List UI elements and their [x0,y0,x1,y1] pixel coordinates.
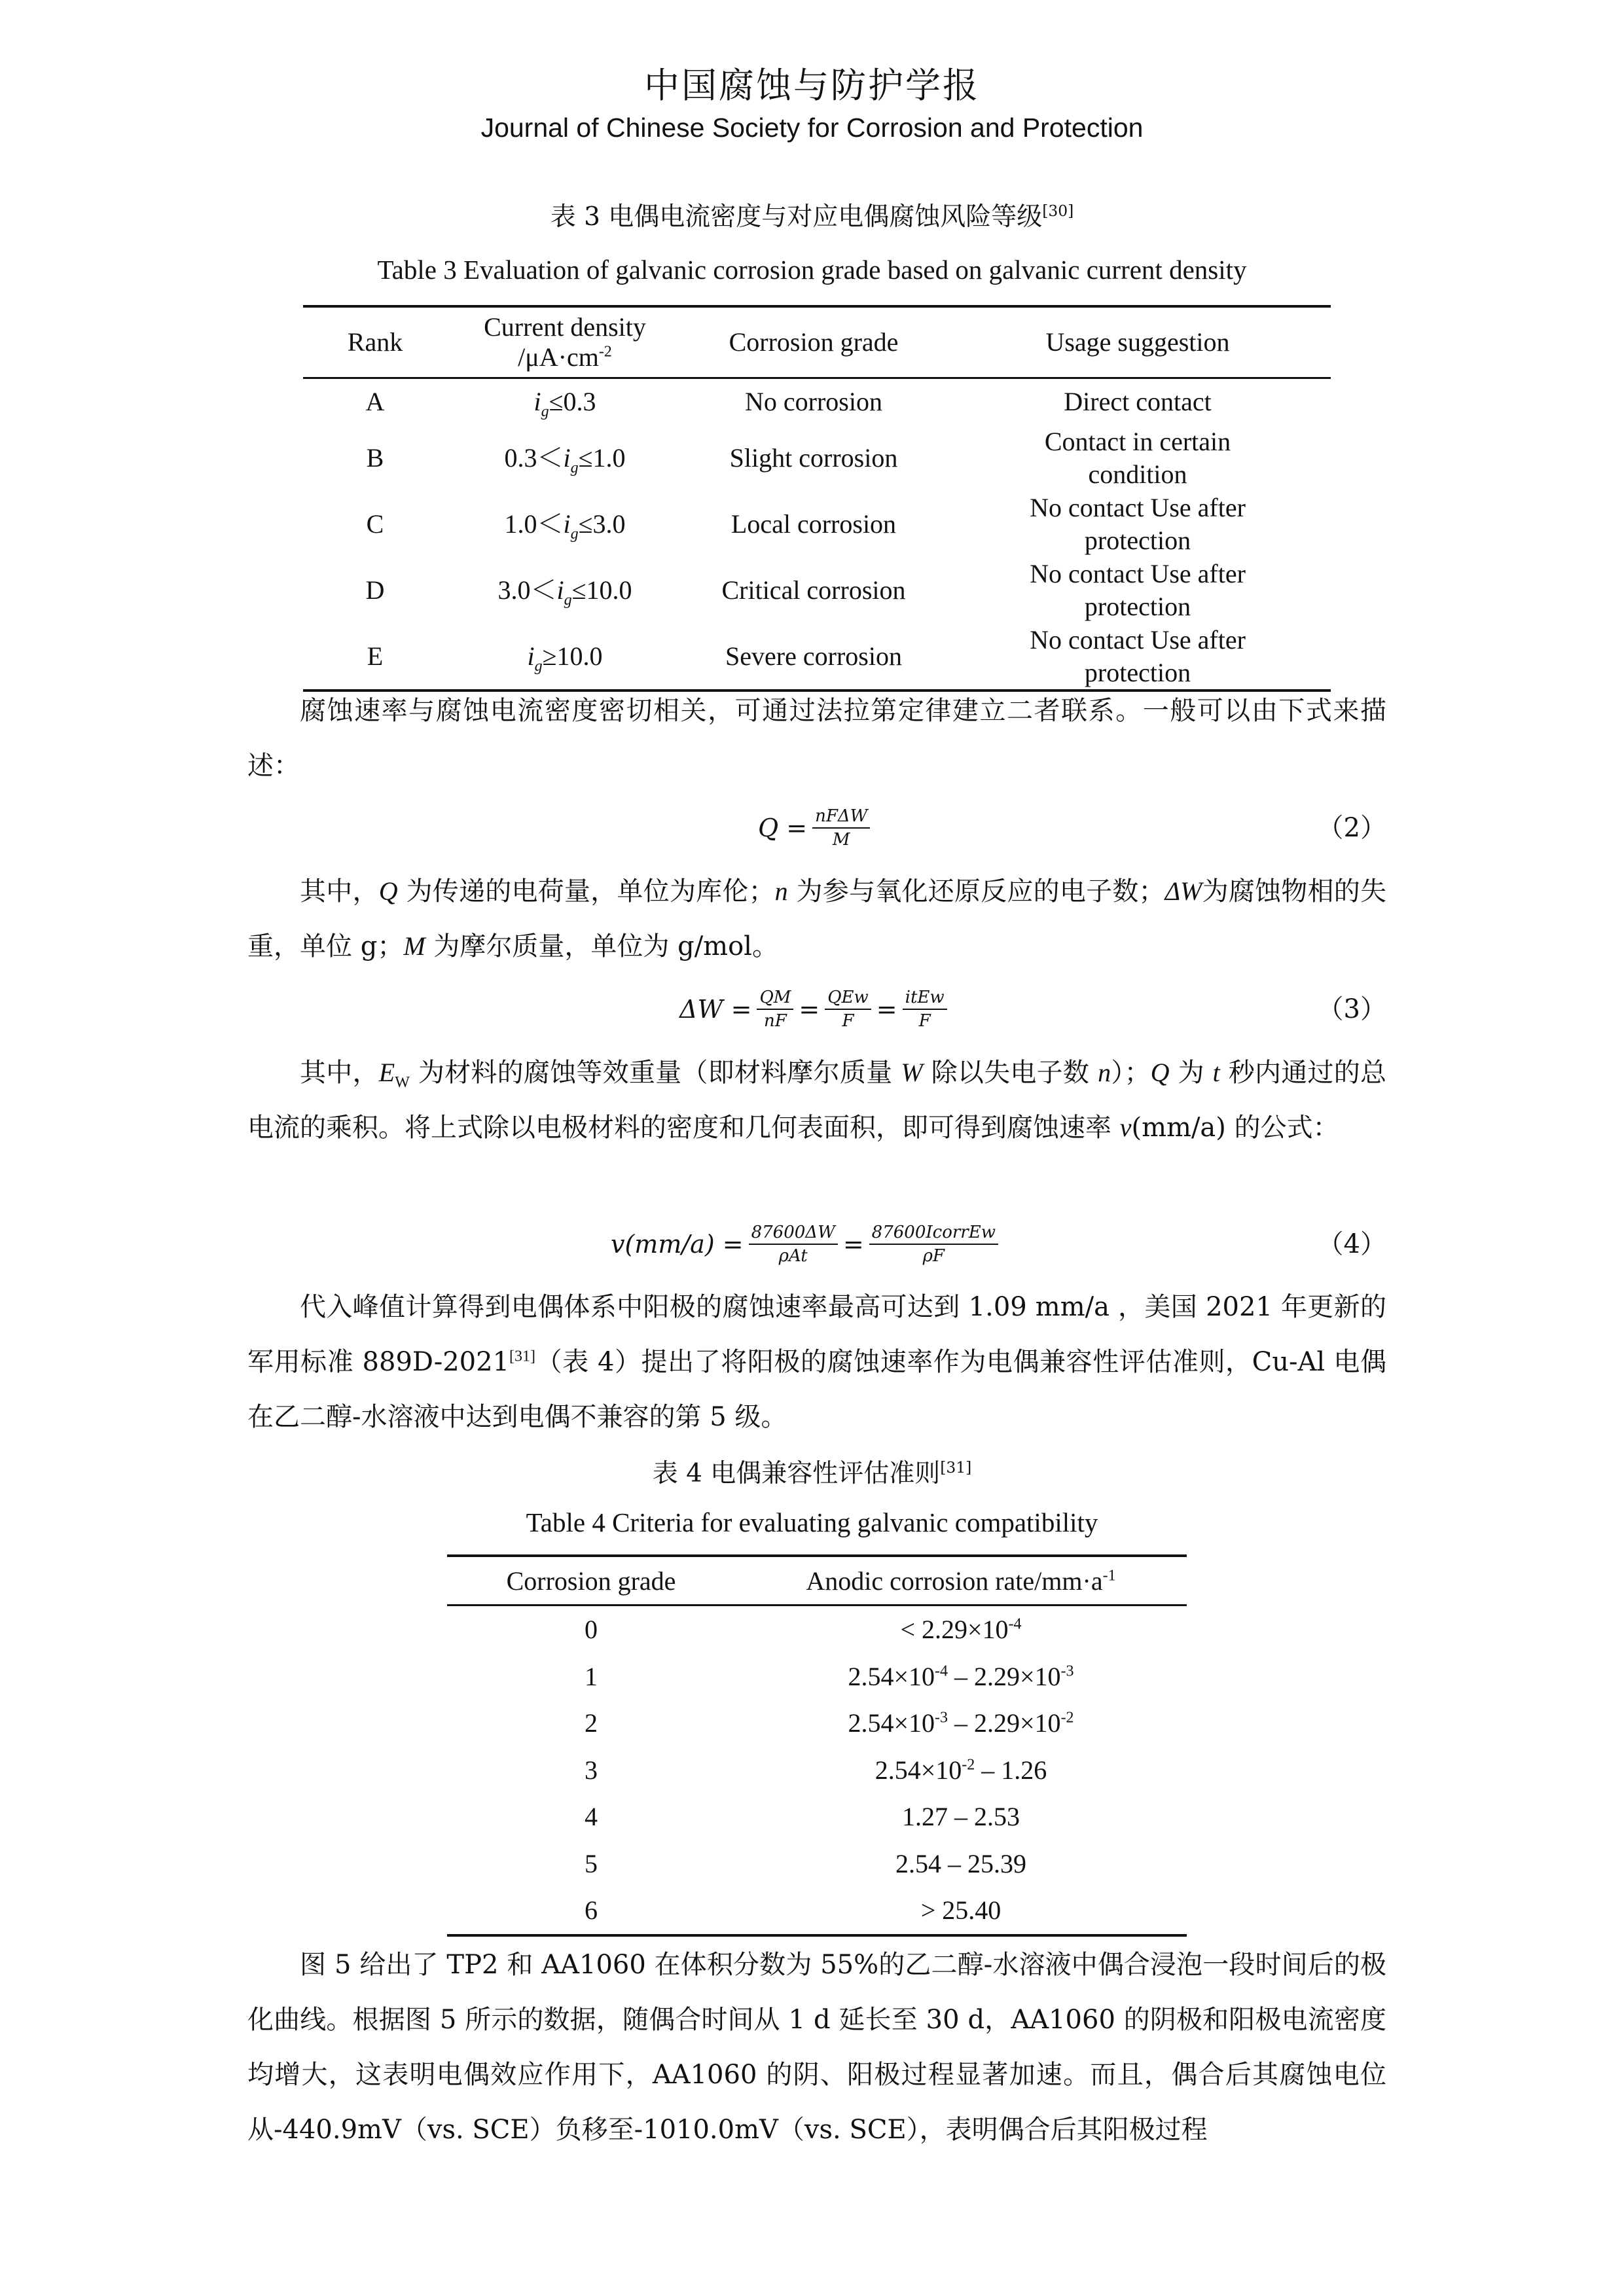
cell-corrosion-grade: 6 [585,1895,598,1926]
cell-corrosion-grade: 2 [585,1708,598,1738]
cell-usage: No contact Use after protection [1030,492,1246,555]
cell-anodic-rate: $2.54\times 10^{-2} - 1.26$ [875,1755,1047,1785]
table4-caption-en: Table 4 Criteria for evaluating galvanic compatibility [526,1507,1098,1537]
cell-anodic-rate: > 25.40 [920,1895,1001,1926]
table-row [303,623,1331,691]
table-row [303,425,1331,491]
cell-corrosion-grade: Severe corrosion [725,641,902,671]
equation-4: v(mm/a) = $\frac{87600\Delta W}{\text{ρAt}}$ = $\frac{\text{87600IcorrEw}}{\rho F}$ （4） [247,1208,1386,1280]
eq-lhs: Q [758,814,779,842]
table-row [303,378,1331,425]
table-row [447,1793,1187,1840]
journal-title-cn: 中国腐蚀与防护学报 [644,65,980,106]
cell-rank: A [365,387,385,416]
cell-corrosion-grade: Local corrosion [731,509,897,539]
journal-title-en: Journal of Chinese Society for Corrosion and Protection [480,113,1144,143]
table4 [447,1554,1187,1937]
table-header-row [303,306,1331,378]
cell-usage: Contact in certain condition [1044,426,1231,489]
cell-anodic-rate: $2.54\times 10^{-4} - 2.29\times 10^{-3}$ [848,1661,1074,1691]
cell-current-density: $0.3<i_g\le 1.0$ [504,442,626,476]
cell-corrosion-grade: 1 [585,1661,598,1691]
cell-corrosion-grade: 0 [585,1615,598,1645]
table3-caption-en: Table 3 Evaluation of galvanic corrosion grade based on galvanic current density [377,255,1247,285]
col-header-anodic-rate: Anodic corrosion rate/$mm\cdot a^{-1}$ [735,1556,1187,1605]
paragraph-2: 其中，Q 为传递的电荷量，单位为库伦；n 为参与氧化还原反应的电子数；ΔW为腐蚀物相的失重，单位 g；M 为摩尔质量，单位为 g/mol。 [247,876,1386,961]
table-row [447,1747,1187,1794]
table-row [303,557,1331,623]
equation-number: （2） [1317,813,1386,843]
cell-current-density: $i_g\le 0.3$ [533,387,596,420]
col-header-corrosion-grade: Corrosion grade [683,306,945,378]
cell-corrosion-grade: 3 [585,1755,598,1785]
cell-rank: E [367,641,384,671]
cell-corrosion-grade: Slight corrosion [729,442,898,473]
col-header-current-density: Current density $/\mu A\cdot cm^{-2}$ [447,306,683,378]
table-row [447,1700,1187,1747]
cell-corrosion-grade: Critical corrosion [721,575,906,605]
cell-usage: Direct contact [1064,387,1212,416]
equation-2 [247,792,1386,864]
col-header-rank: Rank [303,306,447,378]
col-header-corrosion-grade: Corrosion grade [447,1556,735,1605]
cell-anodic-rate: 2.54 – 25.39 [895,1848,1026,1878]
cell-anodic-rate: < $2.29\times 10^{-4}$ [900,1615,1022,1645]
eq-sign: = [786,814,808,842]
cell-corrosion-grade: 5 [585,1848,598,1878]
cell-corrosion-grade: 4 [585,1802,598,1832]
cell-current-density: $i_g\ge 10.0$ [527,641,603,675]
table3 [303,305,1331,692]
cell-rank: D [365,575,385,605]
cell-rank: B [366,442,384,473]
table3-caption-cn: 表 3 电偶电流密度与对应电偶腐蚀风险等级[30] [550,202,1074,232]
equation-number: （4） [1317,1229,1386,1259]
cell-current-density: $3.0<i_g\le 10.0$ [497,575,632,609]
table-row [303,491,1331,557]
paragraph-1: 腐蚀速率与腐蚀电流密度密切相关，可通过法拉第定律建立二者联系。一般可以由下式来描述： [247,696,1386,781]
cell-rank: C [366,509,384,539]
col-header-usage: Usage suggestion [945,306,1331,378]
cell-corrosion-grade: No corrosion [745,387,882,416]
cell-current-density: $1.0<i_g\le 3.0$ [504,509,626,543]
cell-usage: No contact Use after protection [1030,624,1246,687]
table-row [447,1887,1187,1935]
cell-anodic-rate: 1.27 – 2.53 [902,1802,1020,1832]
table-header-row [447,1556,1187,1605]
paragraph-3: 其中，$E_W$ 为材料的腐蚀等效重量（即材料摩尔质量 W 除以失电子数 n）；Q 为 t 秒内通过的总电流的乘积。将上式除以电极材料的密度和几何表面积，即可得到腐蚀速率 v(mm/a) 的公式： [247,1058,1387,1143]
paragraph-4: 代入峰值计算得到电偶体系中阳极的腐蚀速率最高可达到 1.09 mm/a ，美国 2021 年更新的军用标准 889D-2021[31]（表 4）提出了将阳极的腐蚀速率作为电偶兼容性评估准则，Cu-Al 电偶在乙二醇-水溶液中达到电偶不兼容的第 5 级。 [247,1292,1387,1432]
table-row [447,1653,1187,1700]
table-row [447,1840,1187,1888]
fraction: $\frac{\text{nFΔW}}{M}$ [812,806,870,850]
table-row [447,1605,1187,1653]
cell-usage: No contact Use after protection [1030,558,1246,621]
cell-anodic-rate: $2.54\times 10^{-3} - 2.29\times 10^{-2}$ [848,1708,1074,1738]
equation-3: ΔW = $\frac{QM}{nF}$ = $\frac{\text{QEw}}{F}$ = $\frac{\text{itEw}}{F}$ （3） [247,973,1386,1045]
table4-caption-cn: 表 4 电偶兼容性评估准则[31] [652,1458,972,1488]
equation-number: （3） [1317,994,1386,1024]
paragraph-5: 图 5 给出了 TP2 和 AA1060 在体积分数为 55%的乙二醇-水溶液中偶合浸泡一段时间后的极化曲线。根据图 5 所示的数据，随偶合时间从 1 d 延长至 30 d，AA1060 的阴极和阳极电流密度均增大，这表明电偶效应作用下，AA1060 的阴、阳极过程显著加速。而且，偶合后其腐蚀电位从-440.9mV（vs. SCE）负移至-1010.0mV（vs. SCE），表明偶合后其阳极过程 [247,1950,1386,2145]
